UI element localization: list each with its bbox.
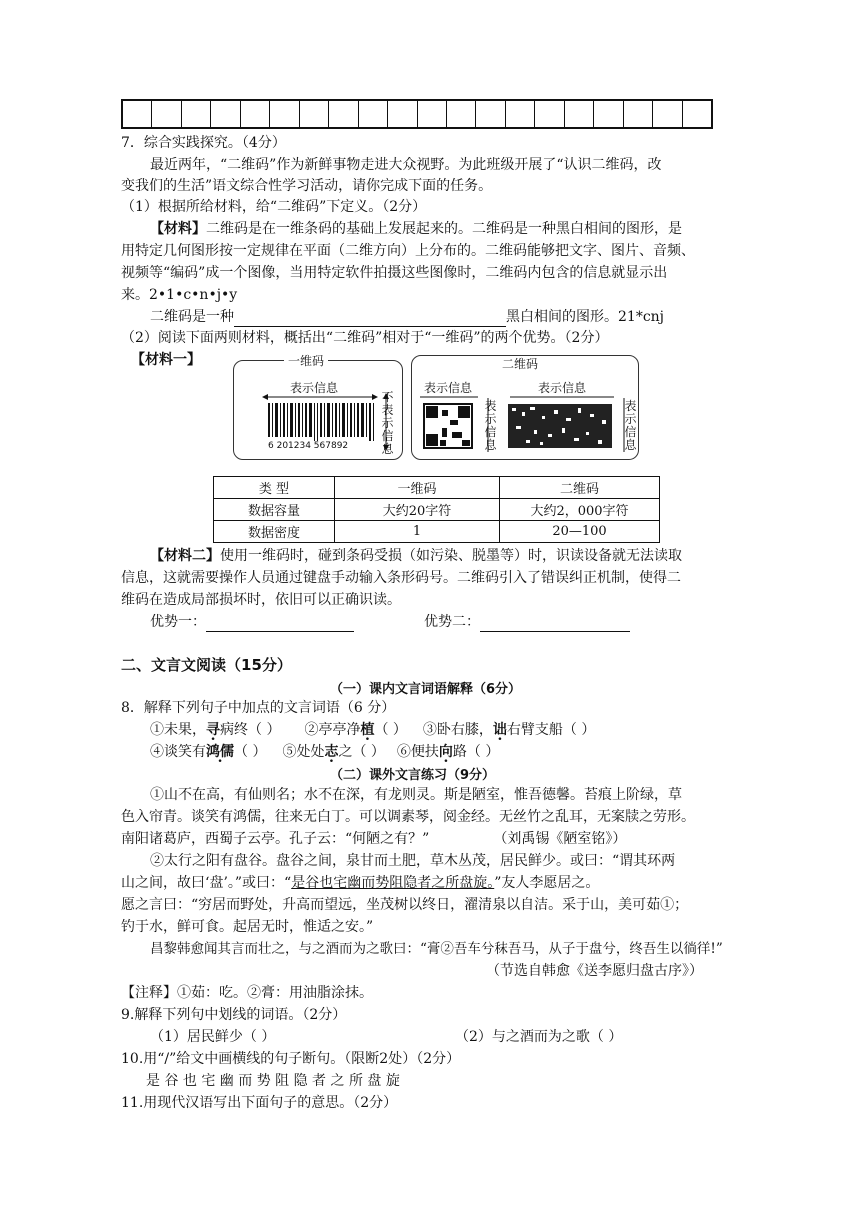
show-info-label: 表示信息: [290, 381, 339, 395]
q8-row1: ①未果，寻病终（ ） ②亭亭净植（ ） ③卧右膝，诎右臂支船（ ）: [150, 722, 596, 738]
table-cell: 大约20字符: [335, 499, 500, 521]
passage-two-line2: 山之间，故曰‘盘’。”或曰：“是谷也宅幽而势阻隐者之所盘旋。”友人李愿居之。: [121, 875, 600, 891]
q9-item2: （2）与之酒而为之歌（ ）: [455, 1029, 623, 1045]
q7-material-line4: 来。2•1•c•n•j•y: [121, 287, 238, 303]
q9-title: 9.解释下列句中划线的词语。（2分）: [121, 1007, 347, 1023]
one-dim-code-figure: [233, 354, 403, 460]
material-two-line3: 维码在造成局部损坏时，依旧可以正确识读。: [121, 592, 401, 608]
show-info-label-a: 表示信息: [424, 381, 473, 395]
q9-item1: （1）居民鲜少（ ）: [150, 1029, 276, 1045]
comparison-table: [213, 476, 660, 543]
table-cell: 数据容量: [214, 499, 335, 521]
dotted-word: 寻: [206, 722, 220, 738]
dotted-word: 植: [360, 722, 375, 738]
advantage-one-blank[interactable]: [206, 615, 354, 632]
advantage-answers: [150, 612, 630, 632]
show-info-vertical-a: 表示信息: [484, 399, 497, 452]
one-dim-title: 一维码: [284, 352, 328, 369]
q8-title: 8．解释下列句子中加点的文言词语（6 分）: [121, 700, 396, 716]
advantage-one-label: 优势一：: [150, 614, 206, 630]
q7-material-line3: 视频等“编码”成一个图像，当用特定软件拍摄这些图像时，二维码内包含的信息就显示出: [121, 265, 668, 281]
annotation-note: 【注释】①茹：吃。②膏：用油脂涂抹。: [121, 985, 373, 1001]
q8-row2: ④谈笑有鸿儒（ ） ⑤处处志之（ ） ⑥便扶向路（ ）: [150, 744, 500, 760]
passage-two-line1: ②太行之阳有盘谷。盘谷之间，泉甘而土肥，草木丛茂，居民鲜少。或曰：“谓其环两: [150, 853, 676, 869]
table-cell: 20—100: [500, 521, 660, 543]
q7-title: 7．综合实践探究。（4分）: [121, 135, 286, 151]
passage-one-source: （刘禹锡《陋室铭》）: [493, 831, 627, 847]
table-cell: 1: [335, 521, 500, 543]
q10-sentence: 是 谷 也 宅 幽 而 势 阻 隐 者 之 所 盘 旋: [146, 1073, 400, 1089]
material-two-label: 【材料二】: [150, 548, 220, 564]
table-row: [214, 521, 660, 543]
part-one-title: （一）课内文言词语解释（6分）: [330, 682, 522, 697]
dotted-word: 鸿儒: [206, 744, 234, 760]
q7-definition: 二维码是一种 黑白相间的图形。21*cnj: [150, 309, 665, 325]
show-info-label-b: 表示信息: [538, 381, 587, 395]
passage-two-line3: 愿之言曰：“穷居而野处，升高而望远，坐茂树以终日，濯清泉以自洁。采于山，美可茹①；: [121, 897, 689, 913]
q7-material-line2: 用特定几何图形按一定规律在平面（二维方向）上分布的。二维码能够把文字、图片、音频、: [121, 243, 695, 259]
answer-grid[interactable]: [121, 99, 713, 129]
passage-one-line2: 色入帘青。谈笑有鸿儒，往来无白丁。可以调素琴，阅金经。无丝竹之乱耳，无案牍之劳形。: [121, 809, 695, 825]
table-row: [214, 477, 660, 499]
material-two-line2: 信息，这就需要操作人员通过键盘手动输入条形码号。二维码引入了错误纠正机制，使得二: [121, 570, 681, 586]
q7-intro-line1: 最近两年，“二维码”作为新鲜事物走进大众视野。为此班级开展了“认识二维码，改: [150, 157, 662, 173]
q7-sub1: （1）根据所给材料，给“二维码”下定义。（2分）: [121, 199, 427, 215]
q11-title: 11.用现代汉语写出下面句子的意思。（2分）: [121, 1095, 398, 1111]
dotted-word: 向: [438, 744, 453, 760]
two-dim-code-figure: [411, 355, 639, 460]
qr-code-graphic: [418, 394, 634, 456]
two-dim-title: 二维码: [502, 357, 539, 371]
material-two-line1: 【材料二】使用一维码时，碰到条码受损（如污染、脱墨等）时，识读设备就无法读取: [150, 548, 682, 564]
table-row: [214, 499, 660, 521]
table-header: 类 型: [214, 477, 335, 499]
passage-one-line1: ①山不在高，有仙则名；水不在深，有龙则灵。斯是陋室，惟吾德馨。苔痕上阶绿，草: [150, 787, 682, 803]
dotted-word: 诎: [492, 722, 507, 738]
advantage-two-blank[interactable]: [480, 615, 630, 632]
passage-one-line3: 南阳诸葛庐，西蜀子云亭。孔子云：“何陋之有？” （刘禹锡《陋室铭》）: [121, 831, 627, 847]
q7-material-line1: 【材料】二维码是在一维条码的基础上发展起来的。二维码是一种黑白相间的图形，是: [150, 221, 682, 237]
passage-two-line4: 钓于水，鲜可食。起居无时，惟适之安。”: [121, 919, 374, 935]
definition-blank[interactable]: [234, 310, 506, 327]
dotted-word: 志: [324, 744, 339, 760]
q7-intro-line2: 变我们的生活”语文综合性学习活动，请你完成下面的任务。: [121, 178, 493, 194]
barcode-number: 6 201234 567892: [268, 441, 349, 451]
material-one-label: 【材料一】: [131, 352, 201, 368]
passage-two-line5: 昌黎韩愈闻其言而壮之，与之酒而为之歌曰：“膏②吾车兮秣吾马，从子于盘兮，终吾生以徜徉!”: [150, 941, 723, 957]
section-two-title: 二、文言文阅读（15分）: [121, 656, 292, 674]
table-header: 一维码: [335, 477, 500, 499]
q10-title: 10.用“/”给文中画横线的句子断句。（限断2处）（2分）: [121, 1051, 461, 1067]
table-cell: 大约2，000字符: [500, 499, 660, 521]
part-two-title: （二）课外文言练习（9分）: [330, 768, 496, 783]
passage-two-source: （节选自韩愈《送李愿归盘古序》）: [486, 963, 703, 979]
advantage-two-label: 优势二：: [424, 614, 480, 630]
q7-sub2: （2）阅读下面两则材料，概括出“二维码”相对于“一维码”的两个优势。（2分）: [121, 330, 609, 346]
table-cell: 数据密度: [214, 521, 335, 543]
material-label: 【材料】: [150, 221, 206, 237]
show-info-vertical-b: 表示信息: [624, 399, 637, 452]
underlined-sentence: 是谷也宅幽而势阻隐者之所盘旋。: [291, 875, 495, 891]
table-header: 二维码: [500, 477, 660, 499]
not-show-info-label: 不表示信息: [381, 390, 394, 456]
